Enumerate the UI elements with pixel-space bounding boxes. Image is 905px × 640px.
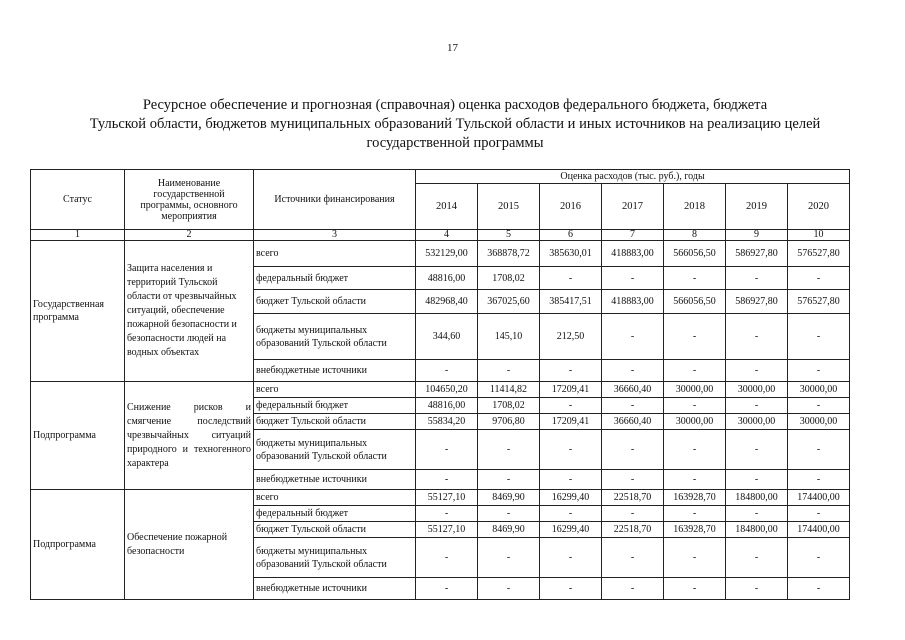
value-cell: 9706,80 [478,414,540,430]
value-cell: - [540,398,602,414]
title-line: Ресурсное обеспечение и прогнозная (справочная) оценка расходов федерального бюджета, бюджета [142,97,768,113]
value-cell: 163928,70 [664,490,726,506]
value-cell: - [726,360,788,382]
value-cell: 586927,80 [726,241,788,267]
value-cell: - [602,506,664,522]
value-cell: 48816,00 [416,267,478,290]
value-cell: - [664,538,726,578]
value-cell: - [664,360,726,382]
value-cell: 17209,41 [540,414,602,430]
value-cell: - [540,578,602,600]
row-source: всего [254,241,416,267]
value-cell: 367025,60 [478,290,540,314]
row-program-name: Обеспечение пожарной безопасности [125,490,254,600]
value-cell: 385630,01 [540,241,602,267]
value-cell: - [726,267,788,290]
value-cell: 482968,40 [416,290,478,314]
value-cell: 174400,00 [788,522,850,538]
row-source: бюджет Тульской области [254,522,416,538]
value-cell: 184800,00 [726,490,788,506]
value-cell: 566056,50 [664,241,726,267]
value-cell: - [664,398,726,414]
header-status: Статус [31,170,125,230]
value-cell: 163928,70 [664,522,726,538]
value-cell: - [788,578,850,600]
header-year: 2017 [602,184,664,230]
row-source: федеральный бюджет [254,398,416,414]
column-number: 6 [540,230,602,241]
value-cell: - [416,506,478,522]
value-cell: 174400,00 [788,490,850,506]
value-cell: 586927,80 [726,290,788,314]
value-cell: 576527,80 [788,241,850,267]
header-source: Источники финансирования [254,170,416,230]
value-cell: 30000,00 [788,414,850,430]
header-year: 2020 [788,184,850,230]
value-cell: 368878,72 [478,241,540,267]
header-year: 2016 [540,184,602,230]
row-source: федеральный бюджет [254,267,416,290]
value-cell: - [540,267,602,290]
row-source: бюджет Тульской области [254,414,416,430]
value-cell: - [788,430,850,470]
value-cell: 55127,10 [416,522,478,538]
value-cell: - [664,506,726,522]
row-source: бюджеты муниципальных образований Тульской области [254,430,416,470]
value-cell: - [540,538,602,578]
value-cell: - [602,314,664,360]
value-cell: - [664,578,726,600]
value-cell: 22518,70 [602,522,664,538]
value-cell: - [788,470,850,490]
value-cell: - [788,398,850,414]
row-program-name: Снижение рисков и смягчение последствий чрезвычайных ситуаций природного и техногенного характера [125,382,254,490]
column-number: 7 [602,230,664,241]
value-cell: 1708,02 [478,267,540,290]
value-cell: 17209,41 [540,382,602,398]
value-cell: - [478,538,540,578]
header-year: 2019 [726,184,788,230]
value-cell: 184800,00 [726,522,788,538]
header-program-name: Наименование государственной программы, основного мероприятия [125,170,254,230]
value-cell: 30000,00 [726,382,788,398]
value-cell: 36660,40 [602,414,664,430]
value-cell: 344,60 [416,314,478,360]
value-cell: 30000,00 [788,382,850,398]
value-cell: 16299,40 [540,522,602,538]
value-cell: - [478,430,540,470]
table-row [31,241,850,267]
row-source: бюджет Тульской области [254,290,416,314]
value-cell: - [602,398,664,414]
row-source: бюджеты муниципальных образований Тульской области [254,538,416,578]
value-cell: 418883,00 [602,241,664,267]
value-cell: - [664,267,726,290]
value-cell: 212,50 [540,314,602,360]
value-cell: 8469,90 [478,522,540,538]
value-cell: - [602,267,664,290]
header-year: 2018 [664,184,726,230]
column-number: 5 [478,230,540,241]
value-cell: - [726,398,788,414]
title-line: Тульской области, бюджетов муниципальных образований Тульской области и иных источников на реализацию целей [89,116,821,132]
value-cell: - [664,314,726,360]
value-cell: - [788,538,850,578]
value-cell: - [726,506,788,522]
column-number: 2 [125,230,254,241]
value-cell: - [726,430,788,470]
value-cell: 55834,20 [416,414,478,430]
value-cell: 30000,00 [664,382,726,398]
row-source: внебюджетные источники [254,360,416,382]
value-cell: - [726,578,788,600]
table-row [31,490,850,506]
value-cell: - [602,430,664,470]
value-cell: - [478,506,540,522]
row-source: внебюджетные источники [254,470,416,490]
value-cell: 104650,20 [416,382,478,398]
row-source: всего [254,382,416,398]
document-title [40,96,870,153]
value-cell: - [540,506,602,522]
header-estimate: Оценка расходов (тыс. руб.), годы [416,170,850,184]
value-cell: 55127,10 [416,490,478,506]
value-cell: 385417,51 [540,290,602,314]
value-cell: - [664,430,726,470]
value-cell: - [478,470,540,490]
value-cell: - [540,360,602,382]
value-cell: - [602,470,664,490]
value-cell: - [664,470,726,490]
value-cell: 16299,40 [540,490,602,506]
value-cell: - [478,578,540,600]
row-status: Подпрограмма [31,382,125,490]
value-cell: 418883,00 [602,290,664,314]
page-number: 17 [447,42,458,54]
value-cell: 566056,50 [664,290,726,314]
value-cell: - [416,360,478,382]
value-cell: 48816,00 [416,398,478,414]
column-number: 3 [254,230,416,241]
row-source: внебюджетные источники [254,578,416,600]
value-cell: 30000,00 [664,414,726,430]
value-cell: - [726,470,788,490]
value-cell: - [540,430,602,470]
value-cell: - [726,538,788,578]
value-cell: 532129,00 [416,241,478,267]
row-source: бюджеты муниципальных образований Тульской области [254,314,416,360]
value-cell: - [788,314,850,360]
table-row [31,382,850,398]
value-cell: 30000,00 [726,414,788,430]
value-cell: - [416,470,478,490]
value-cell: - [602,538,664,578]
budget-table [30,169,850,600]
value-cell: - [416,538,478,578]
value-cell: 1708,02 [478,398,540,414]
value-cell: 36660,40 [602,382,664,398]
value-cell: 22518,70 [602,490,664,506]
header-year: 2014 [416,184,478,230]
column-number: 8 [664,230,726,241]
column-number: 9 [726,230,788,241]
title-line: государственной программы [366,135,544,151]
row-source: федеральный бюджет [254,506,416,522]
value-cell: 576527,80 [788,290,850,314]
column-number: 10 [788,230,850,241]
value-cell: - [416,578,478,600]
value-cell: - [602,360,664,382]
value-cell: - [540,470,602,490]
value-cell: - [478,360,540,382]
value-cell: - [726,314,788,360]
column-number: 4 [416,230,478,241]
row-status: Подпрограмма [31,490,125,600]
column-number: 1 [31,230,125,241]
value-cell: - [416,430,478,470]
value-cell: 145,10 [478,314,540,360]
value-cell: - [602,578,664,600]
value-cell: 8469,90 [478,490,540,506]
row-source: всего [254,490,416,506]
value-cell: 11414,82 [478,382,540,398]
row-status: Государственная программа [31,241,125,382]
header-year: 2015 [478,184,540,230]
value-cell: - [788,360,850,382]
value-cell: - [788,267,850,290]
value-cell: - [788,506,850,522]
row-program-name: Защита населения и территорий Тульской области от чрезвычайных ситуаций, обеспечение пожарной безопасности и безопасности людей на водных объектах [125,241,254,382]
